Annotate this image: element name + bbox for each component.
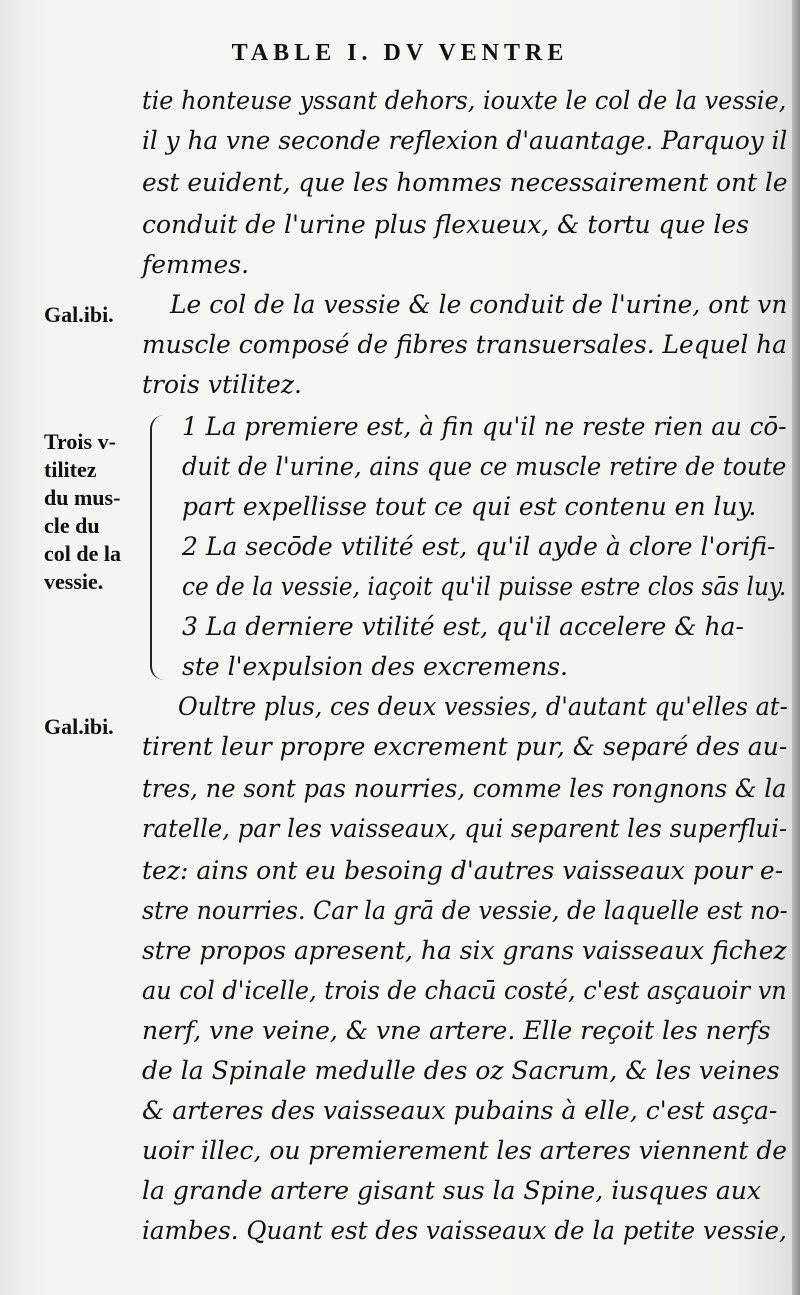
text-line: il y ha vne seconde reflexion d'auantage. Parquoy il [142,126,788,155]
brace-left [150,415,172,680]
text-line: tez: ains ont eu besoing d'autres vaisseaux pour e- [142,856,784,885]
text-line: tie honteuse yssant dehors, iouxte le col de la vessie, [142,86,787,115]
text-line: au col d'icelle, trois de chacū costé, c'est asçauoir vn [142,976,787,1005]
text-line: femmes. [142,250,250,279]
margin-note-galen-1: Gal.ibi. [44,302,114,327]
text-line: 3 La derniere vtilité est, qu'il accelere & ha- [182,612,744,641]
text-line: ratelle, par les vaisseaux, qui separent les superflui- [142,814,788,843]
text-line: stre propos apresent, ha six grans vaisseaux fichez [142,936,787,965]
text-line: muscle composé de fibres transuersales. Lequel ha [142,330,787,359]
running-header: TABLE I. DV VENTRE [231,40,569,66]
text-line: part expellisse tout ce qui est contenu en luy. [182,492,757,521]
text-line: de la Spinale medulle des oz Sacrum, & les veines [142,1056,780,1085]
margin-note-galen-2: Gal.ibi. [44,714,114,739]
text-line: ste l'expulsion des excremens. [182,652,568,681]
text-line: Oultre plus, ces deux vessies, d'autant qu'elles at- [178,692,788,721]
text-line: conduit de l'urine plus flexueux, & tortu que les [142,210,749,239]
text-line: tres, ne sont pas nourries, comme les rongnons & la [142,774,787,803]
text-line: est euident, que les hommes necessairement ont le [142,168,788,197]
text-line: la grande artere gisant sus la Spine, iusques aux [142,1176,761,1205]
text-line: & arteres des vaisseaux pubains à elle, c'est asça- [142,1096,778,1125]
text-line: nerf, vne veine, & vne artere. Elle reçoit les nerfs [142,1016,771,1045]
text-line: uoir illec, ou premierement les arteres viennent de [142,1136,788,1165]
page-edge [792,0,800,1295]
text-line: iambes. Quant est des vaisseaux de la petite vessie, [142,1216,787,1245]
text-line: duit de l'urine, ains que ce muscle retire de toute [182,452,787,481]
text-line: trois vtilitez. [142,370,302,399]
text-line: 1 La premiere est, à fin qu'il ne reste rien au cō- [182,412,787,441]
text-line: tirent leur propre excrement pur, & separé des au- [142,732,788,761]
text-line: Le col de la vessie & le conduit de l'urine, ont vn [170,290,788,319]
text-line: ce de la vessie, iaçoit qu'il puisse estre clos sās luy. [182,572,787,601]
text-line: stre nourries. Car la grā de vessie, de laquelle est no- [142,896,788,925]
text-line: 2 La secōde vtilité est, qu'il ayde à clore l'orifi- [182,532,776,561]
margin-note-three-utilities: Trois v- tilitez du mus- cle du col de la vessie. [44,429,121,594]
